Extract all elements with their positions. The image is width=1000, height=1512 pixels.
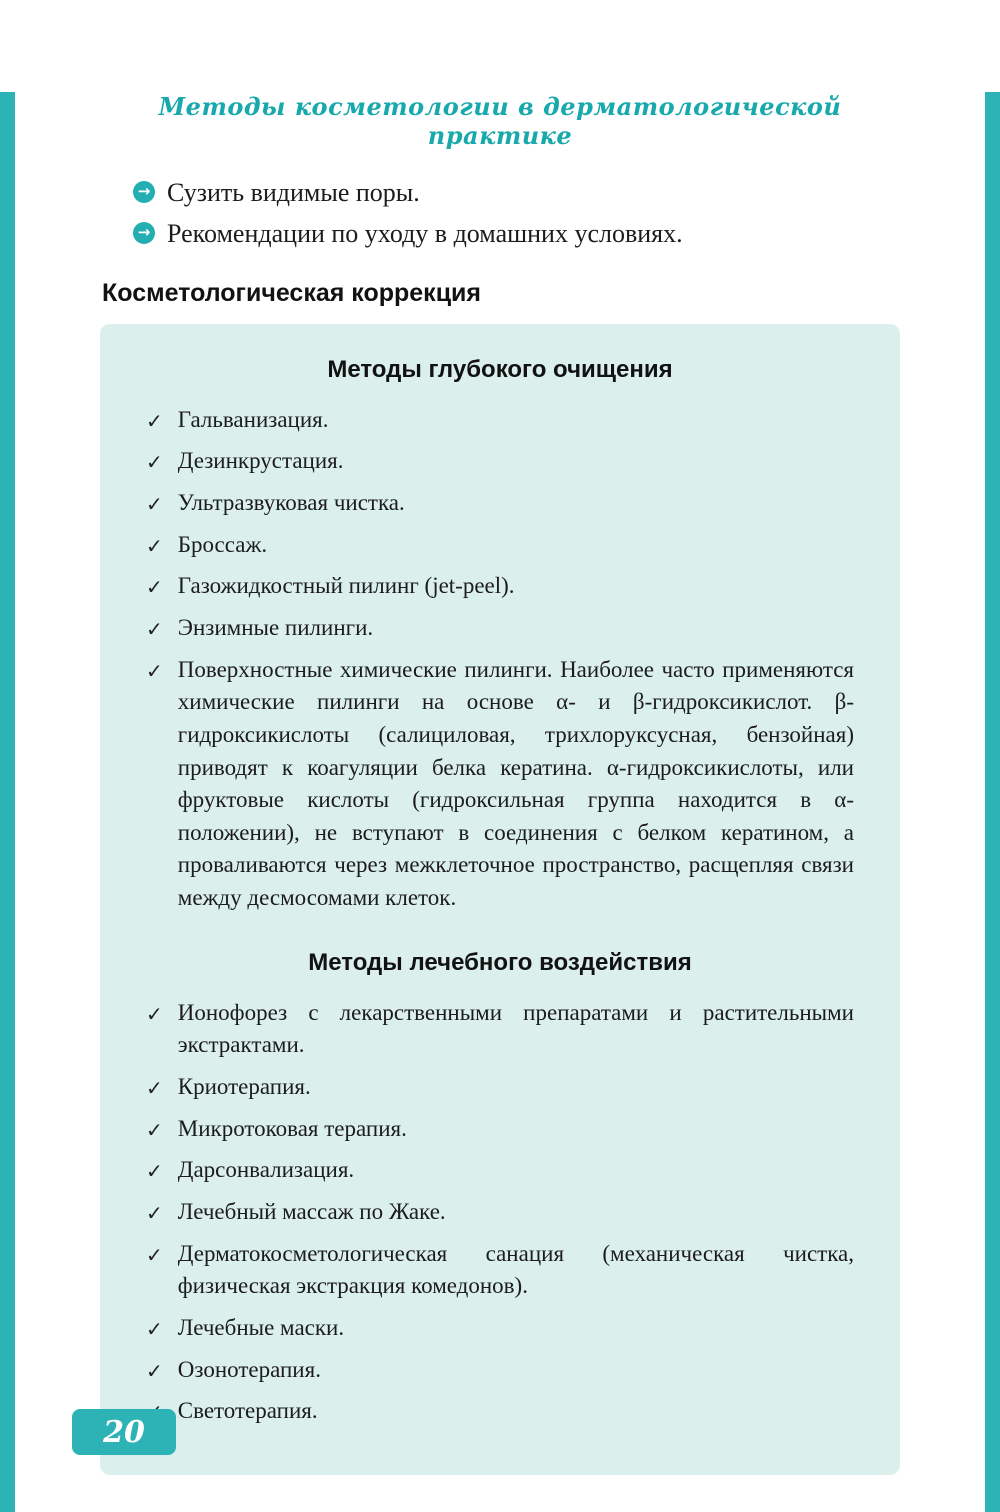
arrow-circle-bullet-icon: [133, 222, 155, 244]
check-icon: ✓: [146, 575, 163, 600]
list-item: [133, 176, 900, 210]
list-item-text: Дарсонвализация.: [177, 1157, 355, 1183]
check-icon: ✓: [146, 1358, 163, 1383]
list-item: [146, 612, 854, 645]
list-item: [146, 570, 854, 603]
list-item-text: Поверхностные химические пилинги. Наиболее часто применяются химические пилинги на основе α- и β-гидроксикислот. β-гидроксикислоты (салициловая, трихлоруксусная, бензойная) приводят к коагуляции белка кератина. α-гидроксикислоты, или фруктовые кислоты (гидроксильная группа находится в α-положении), не вступают в соединения с белком кератином, а проваливаются через межклеточное пространство, расщепляя связи между десмосомами клеток.: [177, 656, 854, 911]
section-heading: Косметологическая коррекция: [102, 278, 482, 307]
box-section-title: Методы лечебного воздействия: [308, 948, 692, 976]
check-icon: ✓: [146, 616, 163, 641]
arrow-glyph: →: [137, 182, 151, 201]
list-item-text: Микротоковая терапия.: [177, 1115, 407, 1141]
check-icon: ✓: [146, 1201, 163, 1226]
box-section-title: Методы глубокого очищения: [327, 355, 673, 383]
list-item: [146, 654, 854, 915]
running-header: Методы косметологии в дерматологической практике: [158, 92, 842, 150]
list-item-text: Лечебные маски.: [177, 1315, 345, 1341]
list-item: [146, 529, 854, 562]
check-list-treatment: [146, 997, 854, 1428]
list-item: [146, 1395, 854, 1428]
list-item: [146, 445, 854, 478]
check-icon: ✓: [146, 658, 163, 683]
list-item: [146, 1354, 854, 1387]
list-item-text: Броссаж.: [177, 531, 268, 557]
page-content: [100, 92, 900, 1475]
list-item: [146, 404, 854, 437]
list-item-text: Дерматокосметологическая санация (механическая чистка, физическая экстракция комедонов).: [177, 1240, 854, 1299]
list-item-text: Дезинкрустация.: [177, 448, 344, 474]
check-icon: ✓: [146, 1117, 163, 1142]
list-item: [146, 1238, 854, 1303]
check-icon: ✓: [146, 1001, 163, 1026]
bullet-text: Рекомендации по уходу в домашних условиях.: [167, 218, 683, 248]
list-item: [146, 487, 854, 520]
list-item-text: Ультразвуковая чистка.: [177, 489, 405, 515]
check-icon: ✓: [146, 408, 163, 433]
list-item-text: Светотерапия.: [177, 1398, 318, 1424]
page-number: 20: [103, 1414, 145, 1450]
list-item: [146, 1312, 854, 1345]
check-icon: ✓: [146, 1076, 163, 1101]
right-edge-bar: [985, 92, 1000, 1512]
arrow-glyph: →: [137, 223, 151, 242]
arrow-circle-bullet-icon: [133, 181, 155, 203]
list-item-text: Криотерапия.: [177, 1074, 311, 1100]
check-icon: ✓: [146, 533, 163, 558]
check-icon: ✓: [146, 1317, 163, 1342]
list-item: [146, 1113, 854, 1146]
list-item-text: Лечебный массаж по Жаке.: [177, 1199, 446, 1225]
list-item-text: Озонотерапия.: [177, 1356, 321, 1382]
check-icon: ✓: [146, 491, 163, 516]
list-item-text: Энзимные пилинги.: [177, 614, 374, 640]
highlight-box: [100, 324, 900, 1475]
list-item: [146, 1154, 854, 1187]
list-item: [133, 217, 900, 251]
left-edge-bar: [0, 92, 15, 1512]
book-page: [0, 92, 1000, 1475]
list-item-text: Ионофорез с лекарственными препаратами и растительными экстрактами.: [177, 999, 854, 1058]
list-item: [146, 1196, 854, 1229]
list-item-text: Гальванизация.: [177, 406, 329, 432]
check-list-deep-cleansing: [146, 404, 854, 915]
page-number-badge: [72, 1409, 176, 1455]
check-icon: ✓: [146, 450, 163, 475]
check-icon: ✓: [146, 1159, 163, 1184]
intro-bullet-list: [100, 176, 900, 251]
bullet-text: Сузить видимые поры.: [167, 178, 420, 207]
check-icon: ✓: [146, 1242, 163, 1267]
list-item: [146, 1071, 854, 1104]
list-item: [146, 997, 854, 1062]
list-item-text: Газожидкостный пилинг (jet-peel).: [177, 573, 515, 599]
